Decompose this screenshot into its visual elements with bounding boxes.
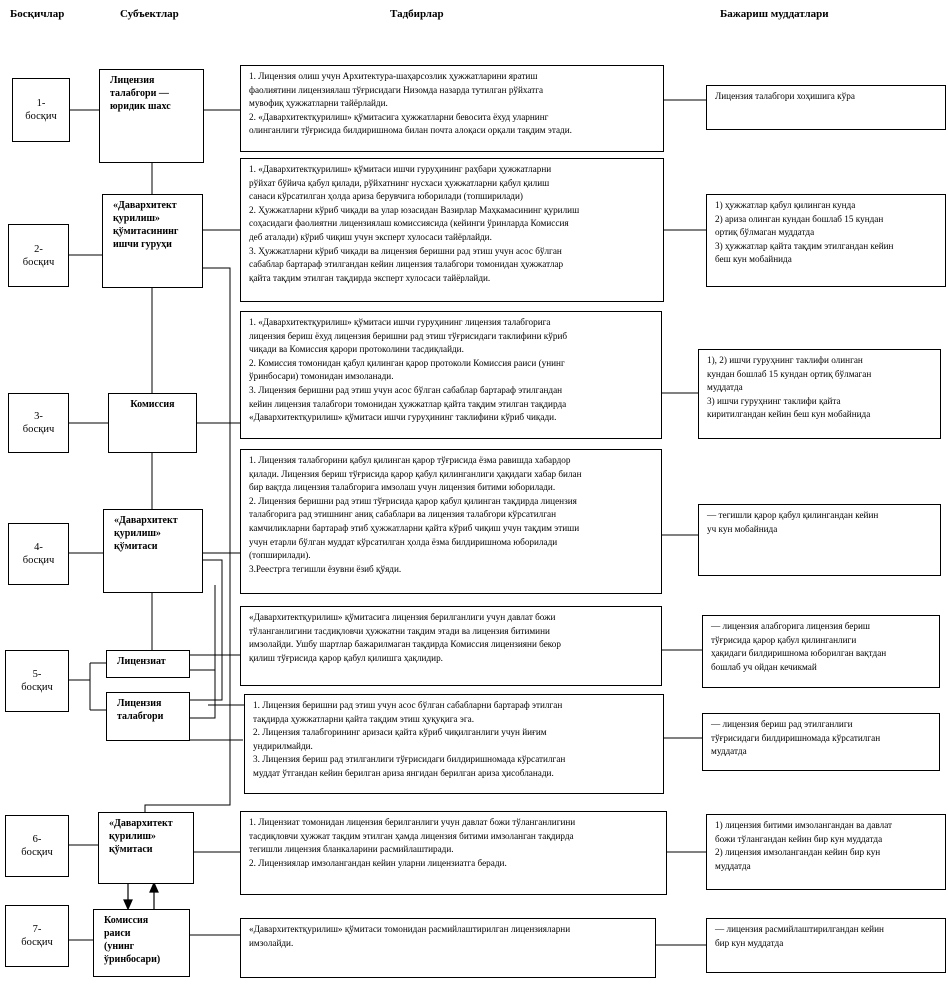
step-7: 7- босқич: [5, 905, 69, 967]
header-stages: Босқичлар: [10, 8, 65, 20]
deadline-step-1: Лицензия талабгори хоҳишига кўра: [706, 85, 946, 130]
deadline-step-5-licensee: — лицензия алабгорига лицензия бериш тўғрисида қарор қабул қилинганлиги ҳақидаги билдиришнома юборилган вақтдан бошлаб уч ойдан кечикмай: [702, 615, 940, 688]
measure-step-1: 1. Лицензия олиш учун Архитектура-шаҳарсозлик ҳужжатларини яратиш фаолиятини лицензиялаш тўғрисидаги Низомда назарда тутилган рўйхатга мувофиқ ҳужжатларни тайёрлайди. 2. «Давархитектқурилиш» қўмитасига ҳужжатларни бевосита ёхуд уларнинг олинганлиги тўғрисида билдиришнома билан почта алоқаси орқали тақдим этади.: [240, 65, 664, 152]
deadline-step-2: 1) ҳужжатлар қабул қилинган кунда 2) ариза олинган кундан бошлаб 15 кундан ортиқ бўлмаган муддатда 3) ҳужжатлар қайта тақдим этилгандан кейин беш кун мобайнида: [706, 194, 946, 287]
deadline-step-3: 1), 2) ишчи гуруҳнинг таклифи олинган кундан бошлаб 15 кундан ортиқ бўлмаган муддатда 3) ишчи гуруҳнинг таклифи қайта киритилгандан кейин беш кун мобайнида: [698, 349, 941, 439]
deadline-step-6: 1) лицензия битими имзолангандан ва давлат божи тўлангандан кейин бир кун муддатда 2) лицензия имзолангандан кейин бир кун муддатда: [706, 814, 946, 890]
measure-step-5-licensee: «Давархитектқурилиш» қўмитасига лицензия берилганлиги учун давлат божи тўланганлигини тасдиқловчи ҳужжатни тақдим этади ва лицензия битимини имзолайди. Ушбу шартлар бажарилмаган тақдирда Комиссия лицензияни бекор қилиш тўғрисида қарор қабул қилишга ҳақлидир.: [240, 606, 662, 686]
step-6: 6- босқич: [5, 815, 69, 877]
measure-step-6: 1. Лицензиат томонидан лицензия берилганлиги учун давлат божи тўланганлигини тасдиқловчи ҳужжат тақдим этилган ҳамда лицензия битими имзоланган тақдирда тегишли лицензия бланкаларини расмийлаштиради. 2. Лицензиялар имзолангандан кейин уларни лицензиатга беради.: [240, 811, 667, 895]
subject-commission-chair: Комиссия раиси (унинг ўринбосари): [93, 909, 190, 977]
subject-commission: Комиссия: [108, 393, 197, 453]
deadline-step-7: — лицензия расмийлаштирилгандан кейин бир кун муддатда: [706, 918, 946, 973]
step-2: 2- босқич: [8, 224, 69, 287]
measure-step-3: 1. «Давархитектқурилиш» қўмитаси ишчи гуруҳининг лицензия талабгорига лицензия бериш ёхуд лицензия беришни рад этиш тўғрисидаги таклифини кўриб чиқади ва Комиссия қарори протоколини тасдиқлайди. 2. Комиссия томонидан қабул қилинган қарор протоколи Комиссия раиси (унинг ўринбосари) томонидан имзоланади. 3. Лицензия беришни рад этиш учун асос бўлган сабаблар бартараф этилгандан кейин лицензия талабгори томонидан ҳужжатлар қайта тақдим этилган тақдирда «Давархитектқурилиш» қўмитаси ишчи гуруҳининг таклифини кўриб чиқади.: [240, 311, 662, 439]
step-3: 3- босқич: [8, 393, 69, 453]
step-1: 1- босқич: [12, 78, 70, 142]
header-measures: Тадбирлар: [390, 8, 444, 20]
deadline-step-5-applicant: — лицензия бериш рад этилганлиги тўғрисидаги билдиришномада кўрсатилган муддатда: [702, 713, 940, 771]
header-deadlines: Бажариш муддатлари: [720, 8, 829, 20]
measure-step-7: «Давархитектқурилиш» қўмитаси томонидан расмийлаштирилган лицензияларни имзолайди.: [240, 918, 656, 978]
header-subjects: Субъектлар: [120, 8, 179, 20]
subject-licensee: Лицензиат: [106, 650, 190, 678]
measure-step-5-applicant: 1. Лицензия беришни рад этиш учун асос бўлган сабабларни бартараф этилган тақдирда ҳужжатларни қайта тақдим этиш ҳуқуқига эга. 2. Лицензия талабгорининг аризаси қайта кўриб чиқилганлиги учун йиғим ундирилмайди. 3. Лицензия бериш рад этилганлиги тўғрисидаги билдиришномада кўрсатилган муддат ўтгандан кейин берилган ариза янгидан берилган ариза ҳисобланади.: [244, 694, 664, 794]
measure-step-4: 1. Лицензия талабгорини қабул қилинган қарор тўғрисида ёзма равишда хабардор қилади. Лицензия бериш тўғрисида қарор қабул қилинганлиги ҳақидаги хабар билан бир вақтда лицензия талабгорига имзолаш учун лицензия битими юборилади. 2. Лицензия беришни рад этиш тўғрисида қарор қабул қилинган тақдирда лицензия талабгорига рад этишнинг аниқ сабаблари ва лицензия талабгори кўрсатилган камчиликларни бартараф этиб ҳужжатларни қайта кўриб чиқиш учун тақдим этиши учун етарли бўлган муддат кўрсатилган ҳолда ёзма билдиришнома юборилади (топширилади). 3.Реестрга тегишли ёзувни ёзиб қўяди.: [240, 449, 662, 594]
subject-working-group: «Давархитект қурилиш» қўмитасининг ишчи гуруҳи: [102, 194, 203, 288]
subject-committee-6: «Давархитект қурилиш» қўмитаси: [98, 812, 194, 884]
subject-applicant-legal-entity: Лицензия талабгори — юридик шахс: [99, 69, 204, 163]
measure-step-2: 1. «Давархитектқурилиш» қўмитаси ишчи гуруҳининг раҳбари ҳужжатларни рўйхат бўйича қабул қилади, рўйхатнинг нусхаси ҳужжатларни қабул қилиш санаси кўрсатилган ҳолда ариза берувчига юборилади (топширилади) 2. Ҳужжатларни кўриб чиқади ва улар юзасидан Вазирлар Маҳкамасининг қурилиш соҳасидаги фаолиятни лицензиялаш комиссиясида (кейинги ўринларда Комиссия деб аталади) кўриб чиқиш учун эксперт хулосаси тайёрлайди. 3. Ҳужжатларни кўриб чиқади ва лицензия беришни рад этиш учун асос бўлган сабаблар бартараф этилгандан кейин лицензия талабгори томонидан ҳужжатлар қайта тақдим этилган тақдирда эксперт хулосаси тайёрлайди.: [240, 158, 664, 302]
step-4: 4- босқич: [8, 523, 69, 585]
subject-committee: «Давархитект қурилиш» қўмитаси: [103, 509, 203, 593]
deadline-step-4: — тегишли қарор қабул қилингандан кейин уч кун мобайнида: [698, 504, 941, 576]
subject-license-applicant: Лицензия талабгори: [106, 692, 190, 741]
step-5: 5- босқич: [5, 650, 69, 712]
